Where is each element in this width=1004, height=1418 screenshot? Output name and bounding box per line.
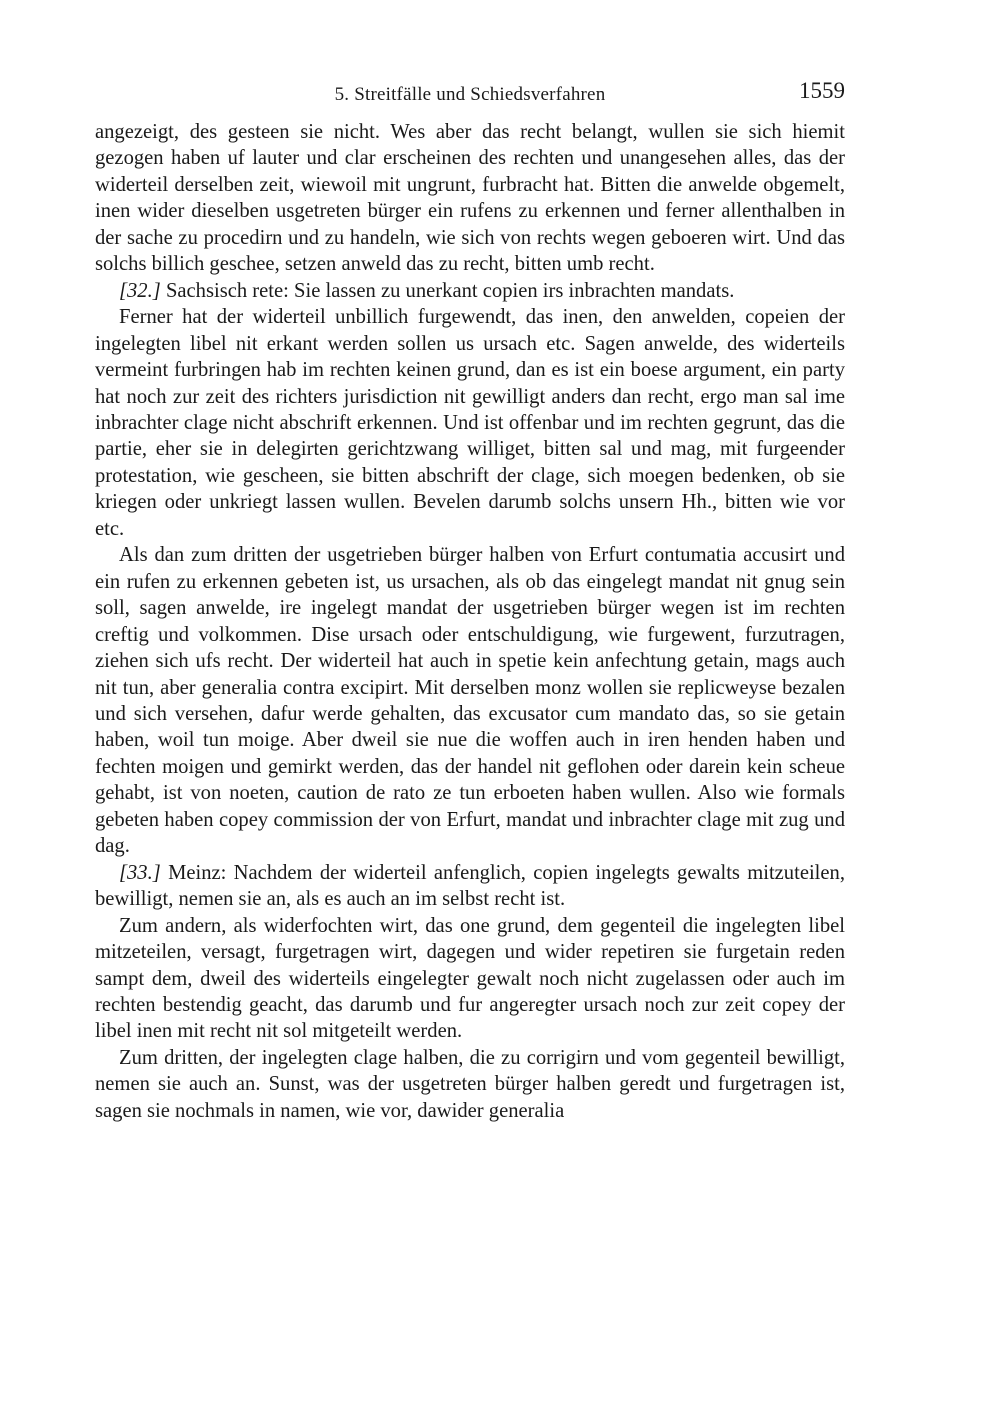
paragraph xyxy=(95,860,845,913)
paragraph xyxy=(95,542,845,859)
paragraph-text: Ferner hat der widerteil unbillich furgewendt, das inen, den anwelden, copeien der ingelegten libel nit erkant werden sollen us ursach etc. Sagen anwelde, des widerteils vermeint furbringen hab im rechten keinen grund, dan es ist ein boese argument, ein party hat noch zur zeit des richters jurisdiction nit gewilligt anders dan recht, ergo man sal ime inbrachter clage nicht abschrift erkennen. Und ist offenbar und im rechten gegrunt, das die partie, eher sie in delegirten gerichtzwang williget, bitten sal und mag, mit furgeender protestation, wie gescheen, sie bitten abschrift der clage, sich moegen bedenken, ob sie kriegen oder unkriegt lassen wullen. Bevelen darumb solchs unsern Hh., bitten wie vor etc. xyxy=(95,306,845,540)
running-header xyxy=(95,78,845,108)
paragraph-text: Meinz: Nachdem der widerteil anfenglich, copien ingelegts gewalts mitzuteilen, bewilligt, nemen sie an, als es auch an im selbst recht ist. xyxy=(95,861,845,911)
paragraph xyxy=(95,913,845,1045)
body-text xyxy=(95,119,845,1124)
paragraph xyxy=(95,119,845,278)
paragraph-text: angezeigt, des gesteen sie nicht. Wes aber das recht belangt, wullen sie sich hiemit gezogen haben uf lauter und clar erscheinen des rechten und unangesehen alles, das der widerteil derselben zeit, wiewoil mit ungrunt, furbracht hat. Bitten die anwelde obgemelt, inen wider dieselben usgetreten bürger ein rufens zu erkennen und ferner allenthalben in der sache zu procedirn und zu handeln, wie sich von rechts wegen geboeren wirt. Und das solchs billich geschee, setzen anweld das zu recht, bitten umb recht. xyxy=(95,121,845,276)
paragraph-text: Zum dritten, der ingelegten clage halben, die zu corrigirn und vom gegenteil bewilligt, nemen sie auch an. Sunst, was der usgetreten bürger halben geredt und furgetragen ist, sagen sie nochmals in namen, wie vor, dawider generalia xyxy=(95,1046,845,1122)
paragraph xyxy=(95,1045,845,1124)
paragraph-text: Sachsisch rete: Sie lassen zu unerkant copien irs inbrachten mandats. xyxy=(165,279,735,302)
paragraph xyxy=(95,278,845,304)
paragraph-text: Zum andern, als widerfochten wirt, das one grund, dem gegenteil die ingelegten libel mitzeteilen, versagt, furgetragen wirt, dagegen und wider repetiren sie furgetain reden sampt dem, dweil des widerteils eingelegter gewalt noch nicht zugelassen oder auch im rechten bestendig geacht, das darumb und fur angeregter ursach noch zur zeit copey der libel inen mit recht nit sol mitgeteilt werden. xyxy=(95,914,845,1043)
section-marker: [33.] xyxy=(119,861,161,884)
paragraph xyxy=(95,304,845,542)
page-number: 1559 xyxy=(799,78,845,103)
document-page xyxy=(95,78,845,1124)
section-marker: [32.] xyxy=(119,279,161,302)
paragraph-text: Als dan zum dritten der usgetrieben bürger halben von Erfurt contumatia accusirt und ein rufen zu erkennen gebeten ist, us ursachen, als ob das eingelegt mandat nit gnug sein soll, sagen anwelde, ire ingelegt mandat der usgetrieben bürger wegen ist im rechten creftig und volkommen. Dise ursach oder entschuldigung, wie furgewent, furzutragen, ziehen sich ufs recht. Der widerteil hat auch in spetie kein anfechtung getain, mags auch nit tun, aber generalia contra excipirt. Mit derselben monz wollen sie replicweyse bezalen und sich versehen, dafur werde gehalten, das excusator cum mandato das, so sie getain haben, woil tun moige. Aber dweil sie nue die woffen auch in iren henden haben und fechten moigen und gemirkt werden, das der handel nit geflohen oder darein kein scheue gehabt, ist von noeten, caution de rato ze tun erboeten haben wullen. Also wie formals gebeten haben copey commission der von Erfurt, mandat und inbrachter clage mit zug und dag. xyxy=(95,544,845,858)
running-title: 5. Streitfälle und Schiedsverfahren xyxy=(334,84,606,105)
